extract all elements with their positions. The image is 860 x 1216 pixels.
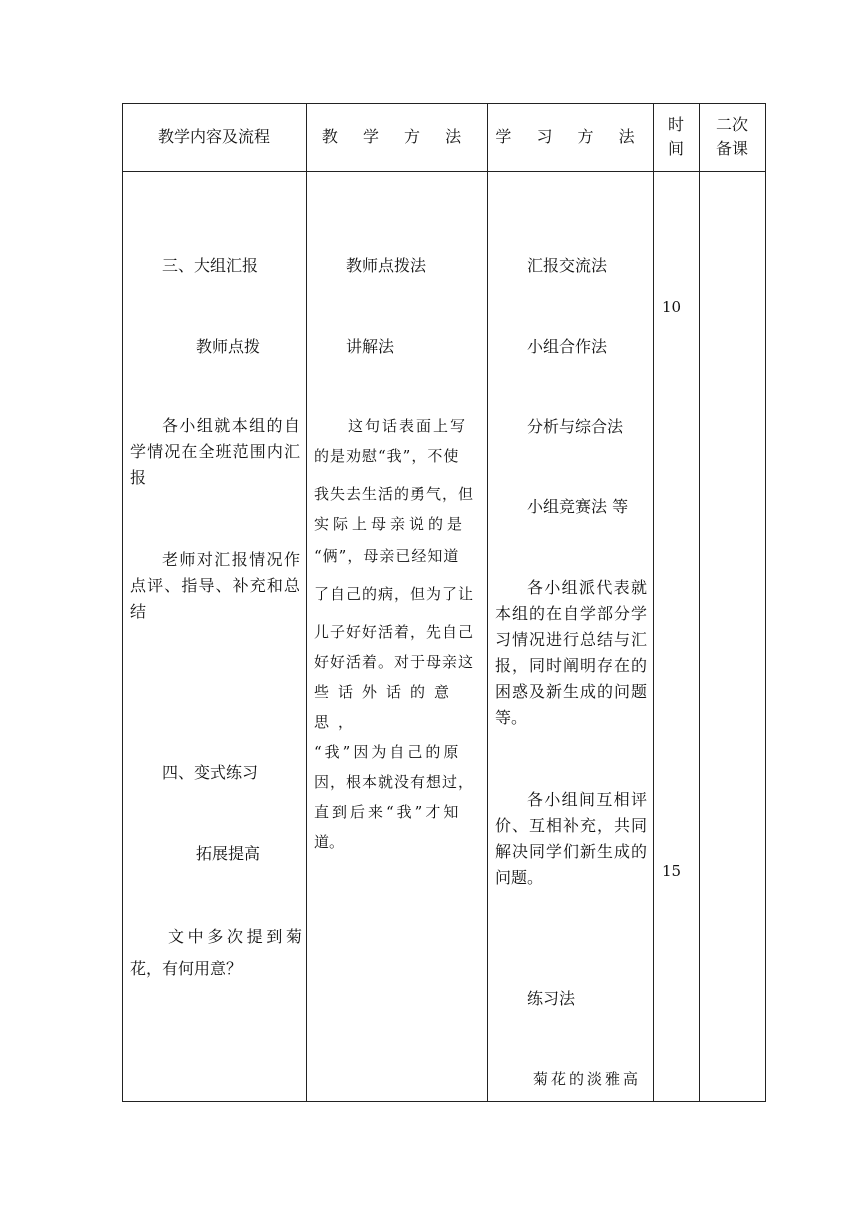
header-divider <box>122 171 766 172</box>
analysis-line: 儿子好好活着，先自己 <box>314 623 475 641</box>
col-border-2 <box>487 103 488 1102</box>
col-border-4 <box>699 103 700 1102</box>
analysis-line: 些话外话的意思， <box>314 683 459 731</box>
learning-paragraph-1: 各小组派代表就本组的在自学部分学习情况进行总结与汇报，同时阐明存在的困惑及新生成的问题等。 <box>495 578 647 727</box>
col-border-0 <box>122 103 123 1102</box>
teaching-method-1: 教师点拨法 <box>346 256 427 275</box>
header-prep-line2: 备课 <box>715 139 748 158</box>
time-value-2: 15 <box>662 862 682 880</box>
analysis-line: 的是劝慰“我”，不使 <box>314 447 460 465</box>
col-border-3 <box>653 103 654 1102</box>
section3-subtitle: 教师点拨 <box>196 337 261 356</box>
analysis-line: 了自己的病，但为了让 <box>314 585 475 603</box>
section3-paragraph-2: 老师对汇报情况作点评、指导、补充和总结 <box>130 550 300 621</box>
header-prep-line1: 二次 <box>715 115 748 134</box>
section3-paragraph-1: 各小组就本组的自学情况在全班范围内汇报 <box>130 416 300 487</box>
header-time-line1: 时 <box>667 115 684 134</box>
section4-title: 四、变式练习 <box>162 763 259 782</box>
learning-method-6: 菊花的淡雅高 <box>533 1070 642 1088</box>
time-value-1: 10 <box>662 298 682 316</box>
learning-method-4: 小组竞赛法 等 <box>527 497 629 516</box>
learning-paragraph-2: 各小组间互相评价、互相补充，共同解决同学们新生成的问题。 <box>495 790 647 887</box>
learning-method-3: 分析与综合法 <box>527 417 624 436</box>
col-border-1 <box>306 103 307 1102</box>
section4-subtitle: 拓展提高 <box>196 844 261 863</box>
learning-method-2: 小组合作法 <box>527 337 608 356</box>
section4-question: 文中多次提到菊花，有何用意？ <box>130 927 302 978</box>
analysis-line: 道。 <box>314 833 345 851</box>
learning-method-1: 汇报交流法 <box>527 256 608 275</box>
header-learning-method: 学 习 方 法 <box>495 127 645 146</box>
table-bottom-border <box>122 1101 766 1102</box>
teaching-analysis <box>314 411 482 857</box>
header-teaching-method: 教 学 方 法 <box>321 127 472 146</box>
col-border-5 <box>765 103 766 1102</box>
learning-method-5: 练习法 <box>527 989 576 1008</box>
analysis-line: 因，根本就没有想过， <box>314 773 475 791</box>
section3-title: 三、大组汇报 <box>162 256 259 275</box>
analysis-line: 这句话表面上写 <box>348 417 468 435</box>
teaching-method-2: 讲解法 <box>346 337 395 356</box>
header-content-flow: 教学内容及流程 <box>157 127 270 146</box>
analysis-line: 直到后来“我”才知 <box>314 803 462 821</box>
header-time <box>653 103 699 171</box>
analysis-line: 我失去生活的勇气，但 <box>314 485 475 503</box>
analysis-line: “我”因为自己的原 <box>314 743 462 761</box>
analysis-line: 实际上母亲说的是 <box>314 515 467 533</box>
analysis-line: 好好活着。对于母亲这 <box>314 653 475 671</box>
analysis-line: “俩”，母亲已经知道 <box>314 547 460 565</box>
header-second-prep <box>699 103 765 171</box>
header-time-line2: 间 <box>667 139 684 158</box>
lesson-plan-table <box>122 103 766 1102</box>
